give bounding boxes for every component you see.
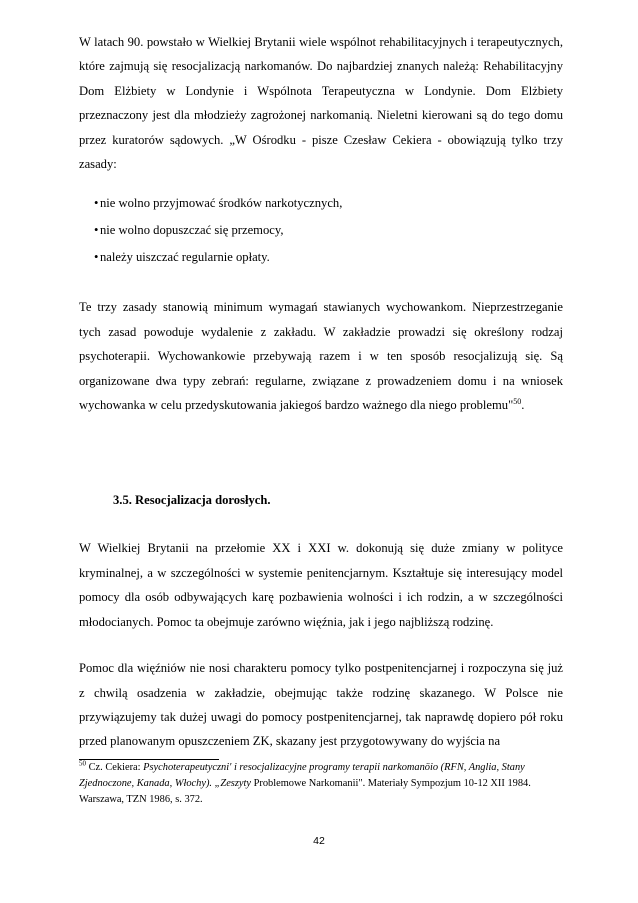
footnote [79,760,563,809]
bullet-icon: • [94,223,99,238]
paragraph-end: . [521,398,525,413]
rule-text: nie wolno przyjmować środków narkotycznych, [100,196,343,211]
footnote-reference: 50 [513,396,522,406]
rule-text: należy uiszczać regularnie opłaty. [100,250,270,265]
rule-item [94,190,563,217]
footnote-title: Psychoterapeutyczni' i resocjalizacyjne programy terapii narkomanöio (RFN, Anglia, Stany Zjednoczone, Kanada, Włochy). „Zeszyty [79,761,525,789]
paragraph-rules-summary [79,295,563,417]
bullet-icon: • [94,196,99,211]
page-number: 42 [313,835,325,847]
document-page [79,30,563,808]
footnote-rest: Problemowe Narkomanii". Materiały Sympozjum 10-12 XII 1984. Warszawa, TZN 1986, s. 372. [79,777,531,806]
paragraph-intro: W latach 90. powstało w Wielkiej Brytanii wiele wspólnot rehabilitacyjnych i terapeutycznych, które zajmują się resocjalizacją narkomanów. Do najbardziej znanych należą: Rehabilitacyjny Dom Elżbiety w Londynie i Wspólnota Terapeutyczna w Londynie. Dom Elżbiety przeznaczony jest dla młodzieży zagrożonej narkomanią. Nieletni kierowani są do tego domu przez kuratorów sądowych. „W Ośrodku - pisze Czesław Cekiera - obowiązują tylko trzy zasady: [79,35,563,172]
footnote-author: Cz. Cekiera: [86,761,144,773]
section-heading: 3.5. Resocjalizacja dorosłych. [113,493,271,508]
bullet-icon: • [94,250,99,265]
rule-item [94,244,563,271]
paragraph-adult-resocialization: W Wielkiej Brytanii na przełomie XX i XXI w. dokonują się duże zmiany w polityce kryminalnej, a w szczególności w systemie penitencjarnym. Kształtuje się interesujący model pomocy dla osób odbywających karę pozbawienia wolności i ich rodzin, a w szczególności młodocianych. Pomoc ta obejmuje zarówno więźnia, jak i jego najbliższą rodzinę. [79,541,563,629]
paragraph-prisoner-help: Pomoc dla więźniów nie nosi charakteru pomocy tylko postpenitencjarnej i rozpoczyna się już z chwilą osadzenia w zakładzie, obejmując także rodzinę skazanego. W Polsce nie przywiązujemy tak dużej uwagi do pomocy postpenitencjarnej, tak naprawdę dopiero pół roku przed planowanym opuszczeniem ZK, skazany jest przygotowywany do wyjścia na [79,661,563,749]
rule-text: nie wolno dopuszczać się przemocy, [100,223,284,238]
rules-list [79,190,563,271]
footnote-number: 50 [79,759,86,768]
rule-item [94,217,563,244]
paragraph-text: Te trzy zasady stanowią minimum wymagań stawianych wychowankom. Nieprzestrzeganie tych zasad powoduje wydalenie z zakładu. W zakładzie prowadzi się określony rodzaj psychoterapii. Wychowankowie przebywają razem i w ten sposób resocjalizują się. Są organizowane dwa typy zebrań: regularne, związane z prowadzeniem domu i na wniosek wychowanka w celu przedyskutowania jakiegoś bardzo ważnego dla niego problemu" [79,300,563,413]
